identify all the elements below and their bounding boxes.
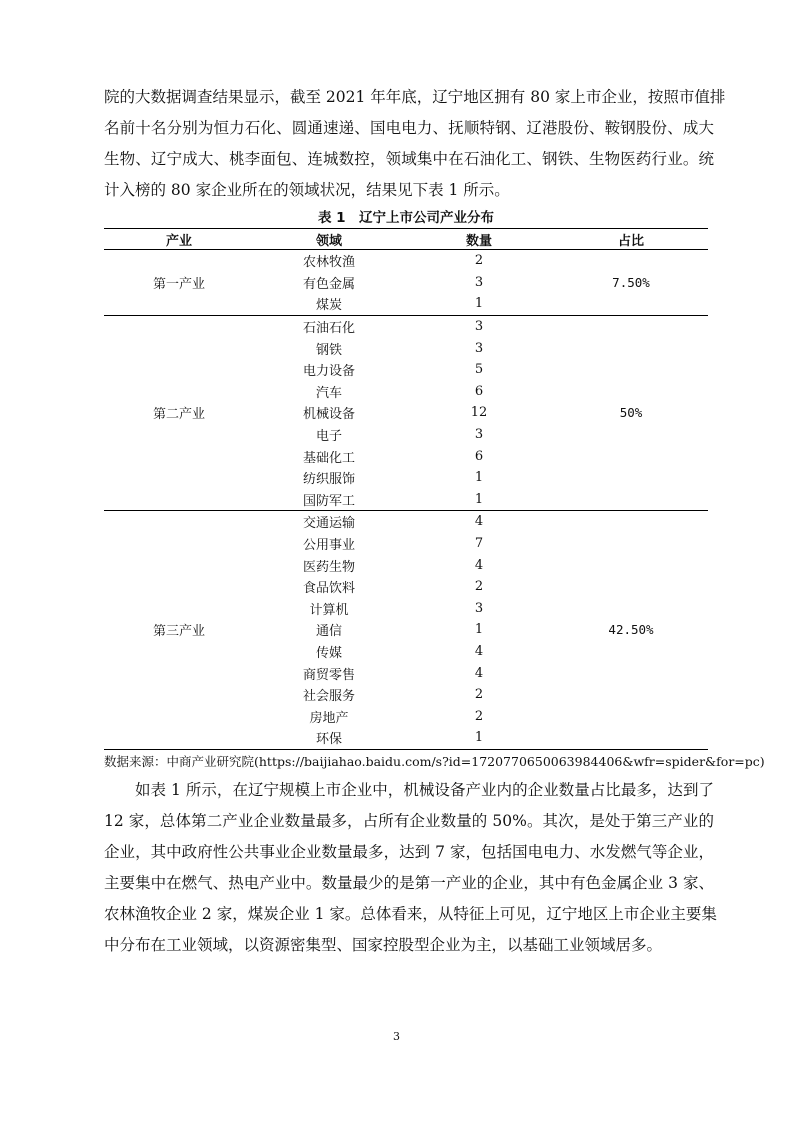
industry-cell: 第三产业 bbox=[104, 511, 254, 750]
industry-cell: 第二产业 bbox=[104, 315, 254, 510]
share-cell: 50% bbox=[554, 315, 708, 510]
text-line: 生物、辽宁成大、桃李面包、连城数控，领域集中在石油化工、钢铁、生物医药行业。统 bbox=[104, 150, 714, 168]
field-cell: 公用事业 bbox=[302, 538, 355, 554]
count-cell: 5 bbox=[474, 362, 484, 378]
field-cell: 有色金属 bbox=[302, 276, 355, 292]
field-cell: 钢铁 bbox=[315, 342, 342, 358]
field-cell: 通信 bbox=[315, 624, 342, 640]
count-cell: 4 bbox=[474, 514, 484, 530]
field-cell: 煤炭 bbox=[254, 293, 404, 315]
field-cell: 传媒 bbox=[315, 645, 342, 661]
text-line: 农林渔牧企业 2 家，煤炭企业 1 家。总体看来，从特征上可见，辽宁地区上市企业主要集 bbox=[104, 905, 717, 923]
text-line: 计入榜的 80 家企业所在的领域状况，结果见下表 1 所示。 bbox=[104, 181, 510, 199]
count-cell: 12 bbox=[470, 405, 488, 421]
table-caption: 表 1 辽宁上市公司产业分布 bbox=[317, 210, 495, 226]
count-cell: 6 bbox=[474, 448, 484, 464]
data-source-note: 数据来源：中商产业研究院(https://baijiahao.baidu.com/s?id=1720770650063984406&wfr=spider&for=pc) bbox=[104, 754, 765, 769]
field-cell: 房地产 bbox=[309, 710, 349, 726]
share-cell: 7.50% bbox=[554, 250, 708, 316]
table-row bbox=[104, 315, 708, 337]
field-cell: 国防军工 bbox=[254, 489, 404, 511]
count-cell: 3 bbox=[474, 600, 484, 616]
count-cell: 2 bbox=[474, 579, 484, 595]
count-cell: 1 bbox=[474, 622, 484, 638]
count-cell: 4 bbox=[474, 643, 484, 659]
field-cell: 农林牧渔 bbox=[302, 255, 355, 271]
count-cell: 1 bbox=[404, 293, 554, 315]
header-industry: 产业 bbox=[104, 229, 254, 250]
text-line: 院的大数据调查结果显示，截至 2021 年年底，辽宁地区拥有 80 家上市企业，按照市值排 bbox=[104, 88, 726, 106]
text-line: 12 家，总体第二产业企业数量最多，占所有企业数量的 50%。其次，是处于第三产业的 bbox=[104, 812, 714, 830]
table-header-row bbox=[104, 229, 708, 250]
field-cell: 医药生物 bbox=[302, 559, 355, 575]
field-cell: 机械设备 bbox=[302, 407, 355, 423]
text-line: 名前十名分别为恒力石化、圆通速递、国电电力、抚顺特钢、辽港股份、鞍钢股份、成大 bbox=[104, 119, 714, 137]
text-line: 如表 1 所示，在辽宁规模上市企业中，机械设备产业内的企业数量占比最多，达到了 bbox=[135, 781, 714, 799]
count-cell: 2 bbox=[474, 253, 484, 269]
field-cell: 社会服务 bbox=[302, 689, 355, 705]
page-number: 3 bbox=[393, 1030, 400, 1043]
count-cell: 3 bbox=[474, 427, 484, 443]
paragraph-analysis bbox=[104, 775, 717, 961]
industry-distribution-table bbox=[104, 228, 708, 750]
table-row bbox=[104, 511, 708, 533]
field-cell: 计算机 bbox=[309, 602, 349, 618]
field-cell: 交通运输 bbox=[302, 516, 355, 532]
header-field: 领域 bbox=[254, 229, 404, 250]
count-cell: 3 bbox=[474, 319, 484, 335]
industry-cell: 第一产业 bbox=[104, 250, 254, 316]
field-cell: 电力设备 bbox=[302, 364, 355, 380]
count-cell: 1 bbox=[404, 727, 554, 749]
paragraph-intro bbox=[104, 82, 726, 206]
count-cell: 3 bbox=[474, 274, 484, 290]
text-line: 企业，其中政府性公共事业企业数量最多，达到 7 家，包括国电电力、水发燃气等企业， bbox=[104, 843, 714, 861]
count-cell: 4 bbox=[474, 665, 484, 681]
count-cell: 2 bbox=[474, 708, 484, 724]
count-cell: 6 bbox=[474, 383, 484, 399]
text-line: 主要集中在燃气、热电产业中。数量最少的是第一产业的企业，其中有色金属企业 3 家、 bbox=[104, 874, 714, 892]
field-cell: 环保 bbox=[254, 727, 404, 749]
field-cell: 电子 bbox=[315, 429, 342, 445]
header-count: 数量 bbox=[404, 229, 554, 250]
field-cell: 基础化工 bbox=[302, 450, 355, 466]
table-row bbox=[104, 250, 708, 272]
share-cell: 42.50% bbox=[554, 511, 708, 750]
field-cell: 汽车 bbox=[315, 385, 342, 401]
count-cell: 7 bbox=[474, 536, 484, 552]
count-cell: 1 bbox=[474, 470, 484, 486]
count-cell: 4 bbox=[474, 557, 484, 573]
field-cell: 石油石化 bbox=[302, 321, 355, 337]
field-cell: 食品饮料 bbox=[302, 581, 355, 597]
count-cell: 1 bbox=[404, 489, 554, 511]
count-cell: 2 bbox=[474, 687, 484, 703]
field-cell: 纺织服饰 bbox=[302, 472, 355, 488]
text-line: 中分布在工业领域，以资源密集型、国家控股型企业为主，以基础工业领域居多。 bbox=[104, 936, 663, 954]
count-cell: 3 bbox=[474, 340, 484, 356]
header-share: 占比 bbox=[554, 229, 708, 250]
field-cell: 商贸零售 bbox=[302, 667, 355, 683]
